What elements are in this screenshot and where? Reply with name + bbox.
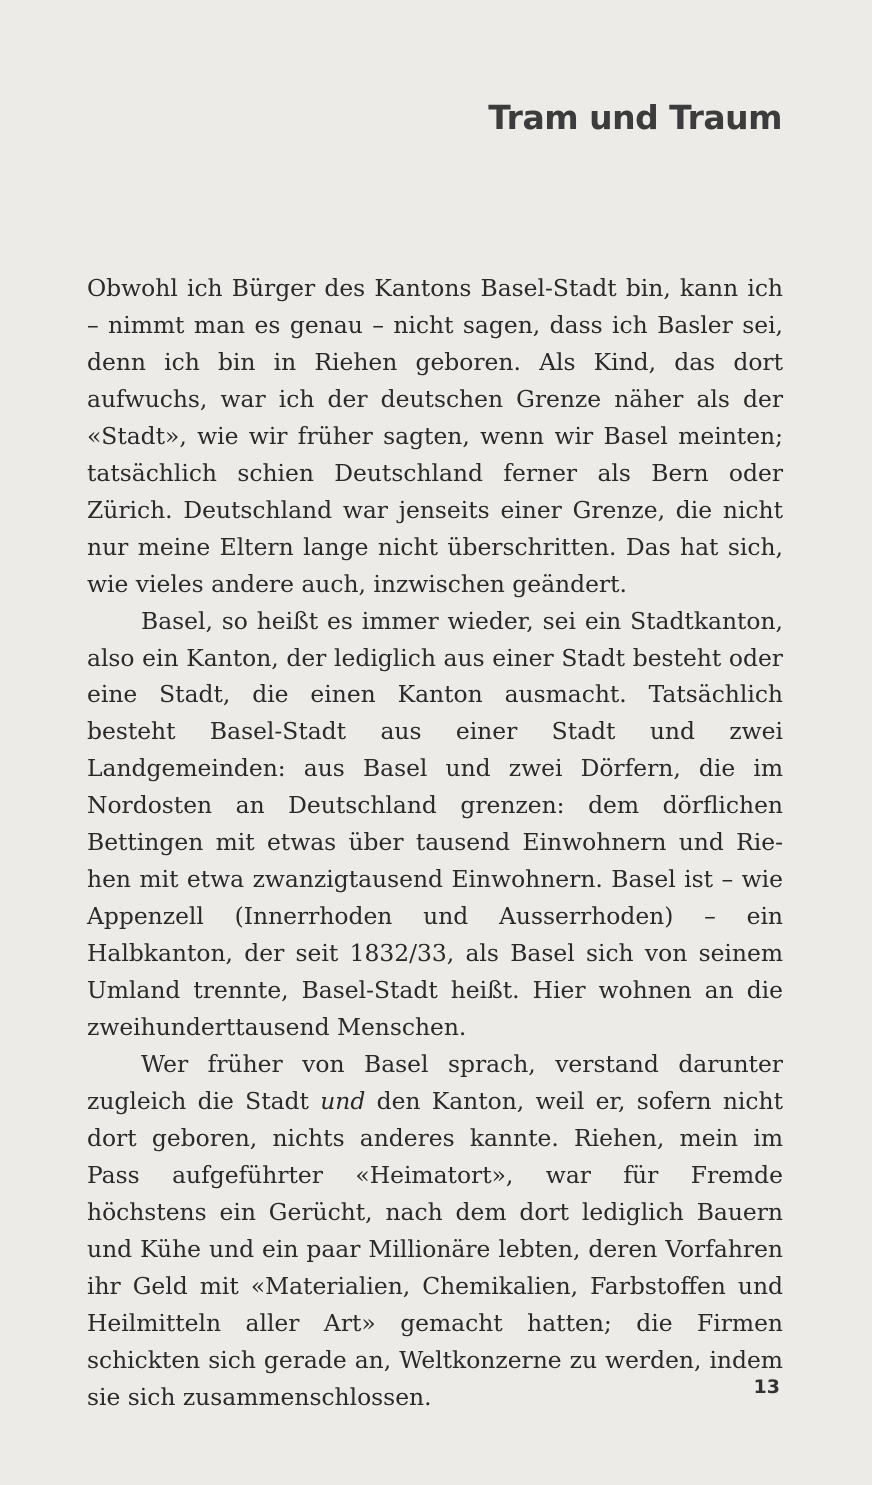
paragraph-1: Obwohl ich Bürger des Kantons Basel-Stadt bin, kann ich – nimmt man es genau – nicht sagen, dass ich Basler sei, denn ich bin in Riehen geboren. Als Kind, das dort aufwuchs, war ich der deutschen Grenze näher als der «Stadt», wie wir früher sagten, wenn wir Basel meinten; tatsächlich schien Deutschland ferner als Bern oder Zürich. Deutschland war jenseits einer Grenze, die nicht nur meine Eltern lange nicht überschritten. Das hat sich, wie vieles andere auch, inzwischen geändert. [87,274,783,598]
paragraph-3-text-after: den Kanton, weil er, sofern nicht dort geboren, nichts anderes kannte. Riehen, mein im Pass aufgeführter «Heimatort», war für Fremde höchstens ein Gerücht, nach dem dort lediglich Bauern und Kühe und ein paar Millionäre lebten, deren Vorfahren ihr Geld mit «Materialien, Chemikalien, Farbstoffen und Heilmitteln aller Art» gemacht hatten; die Firmen schickten sich gerade an, Weltkonzerne zu werden, indem sie sich zusammenschlossen. [87,1086,783,1411]
paragraph-3 [87,1046,783,1416]
paragraph-2: Basel, so heißt es immer wieder, sei ein Stadtkanton, also ein Kanton, der lediglich aus einer Stadt besteht oder eine Stadt, die einen Kanton ausmacht. Tatsächlich besteht Basel-Stadt aus einer Stadt und zwei Landgemeinden: aus Basel und zwei Dörfern, die im Nordosten an Deutschland grenzen: dem dörflichen Bettingen mit etwas über tausend Einwohnern und Riehen mit etwa zwanzigtausend Einwohnern. Basel ist – wie Appenzell (Innerrhoden und Ausserrhoden) – ein Halbkanton, der seit 1832/33, als Basel sich von seinem Umland trennte, Basel-Stadt heißt. Hier wohnen an die zweihunderttausend Menschen. [87,606,783,1042]
emphasis-text: und [320,1086,366,1115]
body-text [87,270,783,1416]
page-number: 13 [753,1376,780,1398]
paragraph-3-text-before: Wer früher von Basel sprach, verstand darunter zugleich die Stadt [87,1050,783,1115]
chapter-title: Tram und Traum [488,98,782,137]
